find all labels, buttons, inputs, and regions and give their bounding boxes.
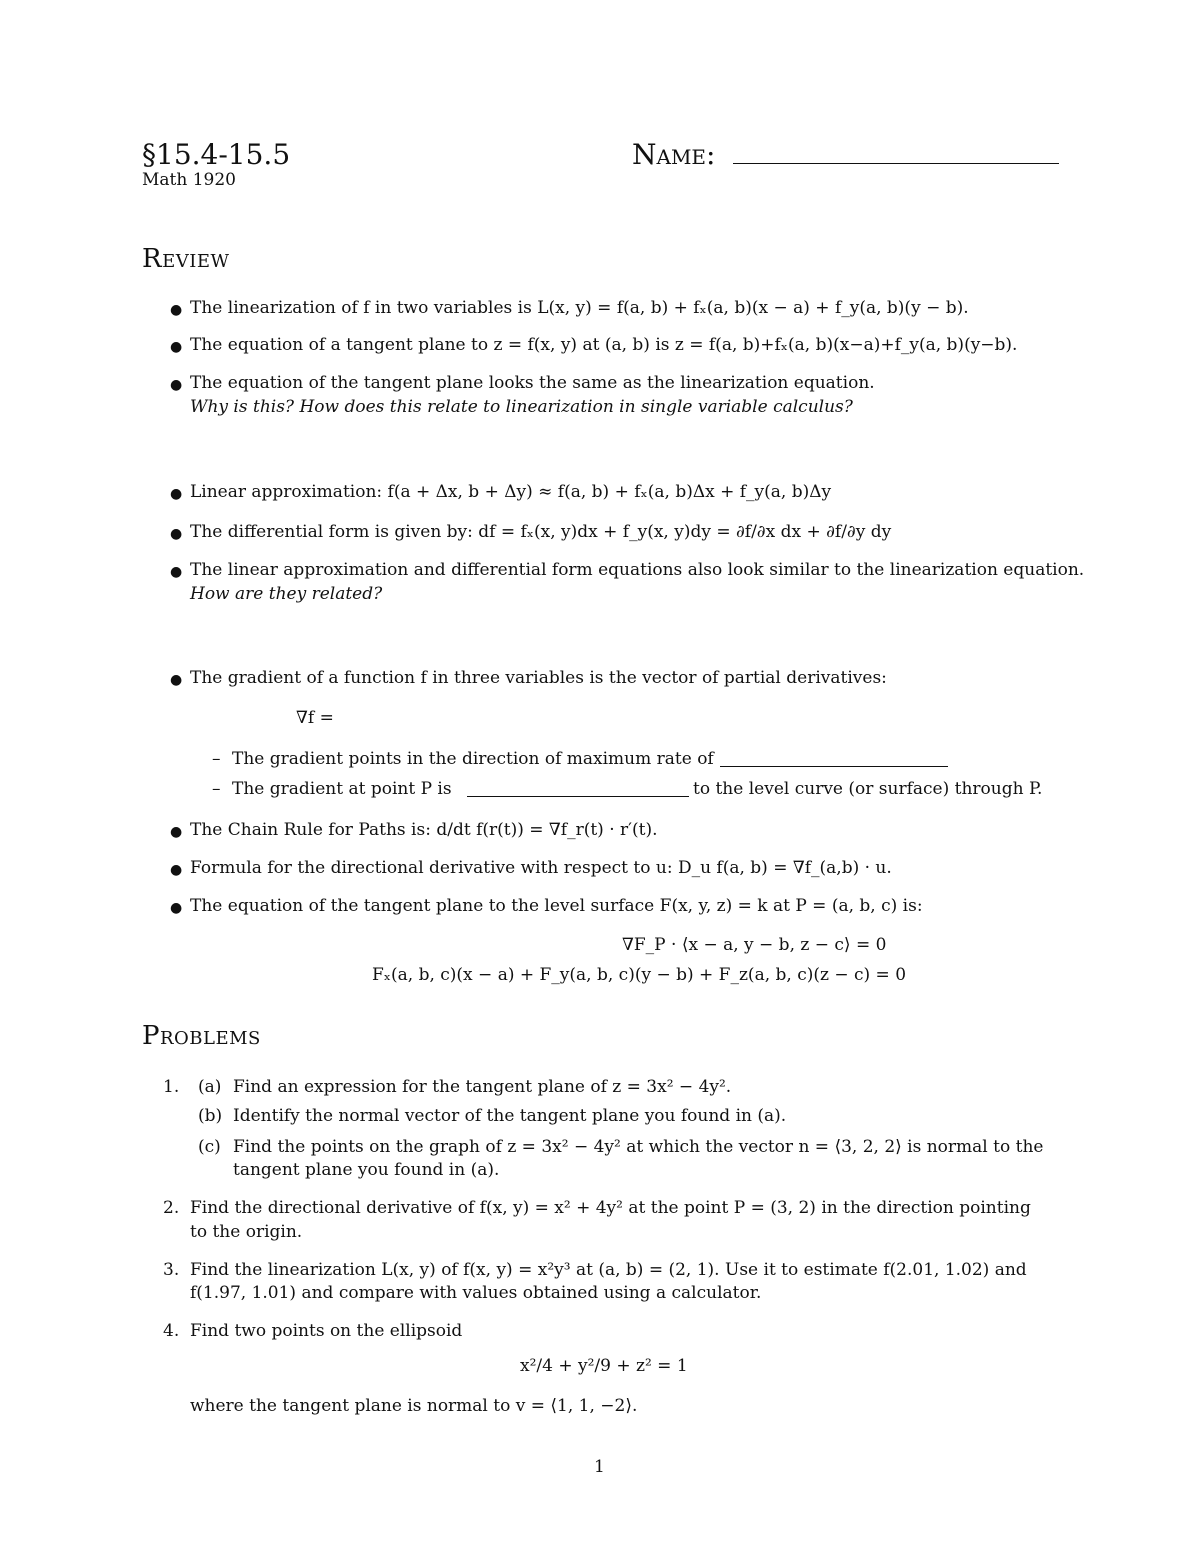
subpart-label: (a) [198, 1077, 222, 1097]
problem-number: 3. [163, 1260, 180, 1280]
problem-2-line1: Find the directional derivative of f(x, y) = x² + 4y² at the point P = (3, 2) in the direction pointing [190, 1198, 1031, 1218]
problem-1b: Identify the normal vector of the tangent plane you found in (a). [233, 1106, 787, 1126]
bullet-icon: ● [170, 526, 183, 542]
bullet-icon: ● [170, 564, 183, 580]
problem-2-line2: to the origin. [190, 1222, 303, 1242]
bullet-icon: ● [170, 302, 183, 318]
subpart-label: (b) [198, 1106, 223, 1126]
problem-number: 1. [163, 1077, 180, 1097]
answer-blank [720, 766, 948, 767]
gradient-at-point: The gradient at point P is [232, 779, 452, 799]
problems-heading: Problems [142, 1021, 261, 1051]
review-prompt-why: Why is this? How does this relate to linearization in single variable calculus? [190, 397, 853, 417]
review-item-linearization: The linearization of f in two variables is L(x, y) = f(a, b) + fₓ(a, b)(x − a) + f_y(a, b)(y − b). [190, 298, 969, 318]
dash-icon: – [212, 779, 221, 799]
section-title: §15.4-15.5 [142, 138, 291, 171]
course-label: Math 1920 [142, 170, 236, 190]
ellipsoid-equation: x²/4 + y²/9 + z² = 1 [520, 1356, 688, 1376]
subpart-label: (c) [198, 1137, 221, 1157]
review-prompt-related: How are they related? [190, 584, 383, 604]
bullet-icon: ● [170, 377, 183, 393]
problem-1a: Find an expression for the tangent plane of z = 3x² − 4y². [233, 1077, 732, 1097]
problem-1c-line1: Find the points on the graph of z = 3x² − 4y² at which the vector n = ⟨3, 2, 2⟩ is normal to the [233, 1137, 1044, 1157]
name-label: Name: [632, 138, 716, 171]
review-item-differential: The differential form is given by: df = fₓ(x, y)dx + f_y(x, y)dy = ∂f/∂x dx + ∂f/∂y dy [190, 522, 892, 542]
problem-4-line2: where the tangent plane is normal to v = ⟨1, 1, −2⟩. [190, 1396, 638, 1416]
review-item-same-equation: The equation of the tangent plane looks the same as the linearization equation. [190, 373, 875, 393]
review-item-similar: The linear approximation and differential form equations also look similar to the linearization equation. [190, 560, 1085, 580]
dash-icon: – [212, 749, 221, 769]
page-number: 1 [594, 1457, 605, 1477]
review-item-tangent-plane: The equation of a tangent plane to z = f(x, y) at (a, b) is z = f(a, b)+fₓ(a, b)(x−a)+f_y(a, b)(y−b). [190, 335, 1018, 355]
review-item-chain-rule: The Chain Rule for Paths is: d/dt f(r(t)) = ∇f_r(t) · r′(t). [190, 820, 658, 840]
answer-blank [467, 796, 689, 797]
bullet-icon: ● [170, 339, 183, 355]
problem-4-line1: Find two points on the ellipsoid [190, 1321, 463, 1341]
bullet-icon: ● [170, 486, 183, 502]
problem-3-line2: f(1.97, 1.01) and compare with values obtained using a calculator. [190, 1283, 762, 1303]
name-blank-line [733, 163, 1059, 164]
level-surface-eq-2: Fₓ(a, b, c)(x − a) + F_y(a, b, c)(y − b) + F_z(a, b, c)(z − c) = 0 [372, 965, 907, 985]
gradient-max-rate: The gradient points in the direction of maximum rate of [232, 749, 714, 769]
review-item-level-surface: The equation of the tangent plane to the level surface F(x, y, z) = k at P = (a, b, c) is: [190, 896, 923, 916]
level-surface-eq-1: ∇F_P · ⟨x − a, y − b, z − c⟩ = 0 [622, 935, 887, 955]
problem-number: 4. [163, 1321, 180, 1341]
bullet-icon: ● [170, 900, 183, 916]
review-item-directional: Formula for the directional derivative with respect to u: D_u f(a, b) = ∇f_(a,b) · u. [190, 858, 892, 878]
review-heading: Review [142, 244, 230, 274]
bullet-icon: ● [170, 862, 183, 878]
gradient-level-curve: to the level curve (or surface) through P. [693, 779, 1043, 799]
bullet-icon: ● [170, 672, 183, 688]
problem-number: 2. [163, 1198, 180, 1218]
review-item-linear-approx: Linear approximation: f(a + Δx, b + Δy) ≈ f(a, b) + fₓ(a, b)Δx + f_y(a, b)Δy [190, 482, 832, 502]
problem-1c-line2: tangent plane you found in (a). [233, 1160, 500, 1180]
review-item-gradient: The gradient of a function f in three variables is the vector of partial derivatives: [190, 668, 887, 688]
gradient-definition: ∇f = [296, 708, 334, 728]
problem-3-line1: Find the linearization L(x, y) of f(x, y) = x²y³ at (a, b) = (2, 1). Use it to estimate f(2.01, 1.02) and [190, 1260, 1027, 1280]
bullet-icon: ● [170, 824, 183, 840]
